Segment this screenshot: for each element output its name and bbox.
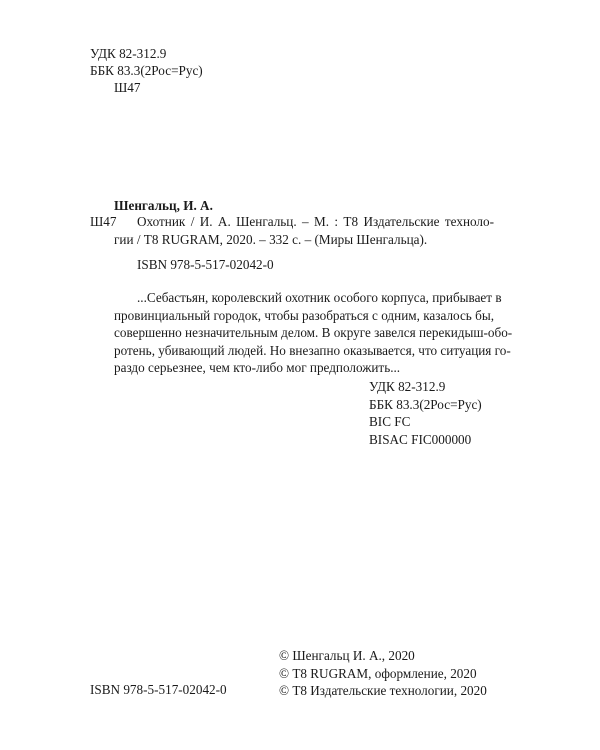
copyright-line: © Т8 Издательские технологии, 2020 bbox=[279, 683, 487, 698]
top-udk-code: УДК 82-312.9 bbox=[90, 46, 167, 61]
classification-bisac: BISAC FIC000000 bbox=[369, 431, 472, 447]
annotation-line: провинциальный городок, чтобы разобраться с одним, казалось бы, bbox=[114, 307, 494, 323]
classification-bbk: ББК 83.3(2Рос=Рус) bbox=[369, 396, 482, 412]
copyright-line: © Т8 RUGRAM, оформление, 2020 bbox=[279, 665, 477, 681]
copyright-notices bbox=[279, 647, 487, 700]
copyright-line: © Шенгальц И. А., 2020 bbox=[279, 648, 415, 663]
annotation bbox=[114, 289, 513, 377]
record-author-sign: Ш47 bbox=[90, 214, 117, 229]
classification-codes bbox=[369, 378, 482, 448]
annotation-line: раздо серьезнее, чем кто-либо мог предположить... bbox=[114, 360, 401, 375]
bibliographic-description bbox=[137, 213, 494, 231]
bibliographic-description-cont bbox=[114, 231, 494, 249]
annotation-line: совершенно незначительным делом. В округе завелся перекидыш-обо- bbox=[114, 325, 513, 340]
top-author-sign: Ш47 bbox=[114, 80, 141, 95]
classification-udk: УДК 82-312.9 bbox=[369, 379, 446, 394]
description-line: Охотник / И. А. Шенгальц. – М. : Т8 Издательские техноло- bbox=[137, 214, 494, 229]
classification-bic: BIC FC bbox=[369, 414, 411, 429]
annotation-line: ротень, убивающий людей. Но внезапно оказывается, что ситуация го- bbox=[114, 342, 511, 358]
description-line: гии / Т8 RUGRAM, 2020. – 332 с. – (Миры Шенгальца). bbox=[114, 232, 428, 247]
author-heading: Шенгальц, И. А. bbox=[114, 198, 213, 213]
record-isbn: ISBN 978-5-517-02042-0 bbox=[137, 257, 274, 272]
footer-isbn: ISBN 978-5-517-02042-0 bbox=[90, 682, 227, 697]
annotation-line: ...Себастьян, королевский охотник особого корпуса, прибывает в bbox=[137, 290, 502, 305]
top-bbk-code: ББК 83.3(2Рос=Рус) bbox=[90, 63, 203, 78]
